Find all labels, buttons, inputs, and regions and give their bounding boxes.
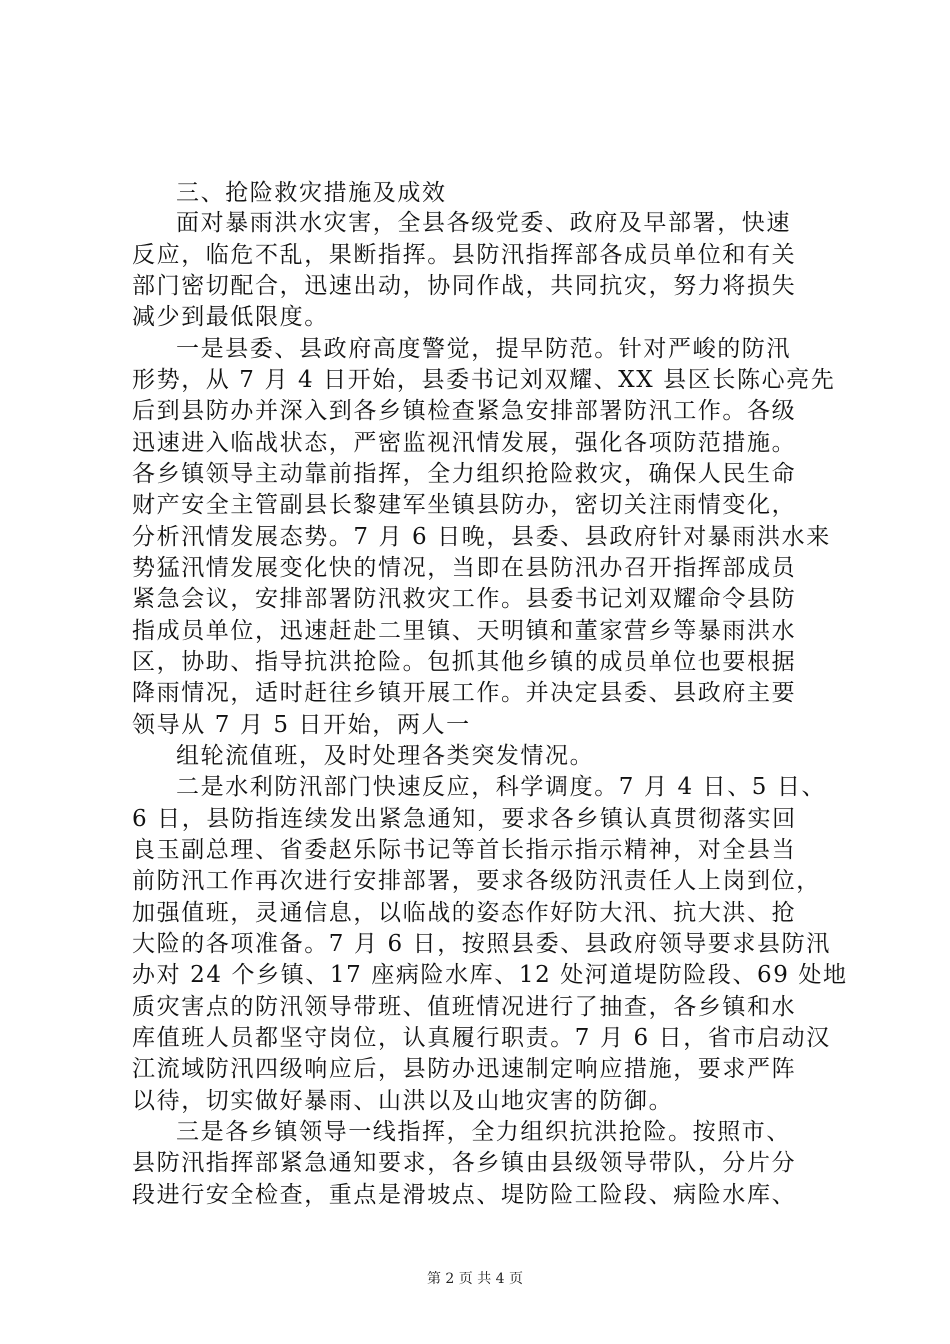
- body-line: 段进行安全检查，重点是滑坡点、堤防险工险段、病险水库、: [132, 1182, 797, 1208]
- body-line: 大险的各项准备。7 月 6 日，按照县委、县政府领导要求县防汛: [132, 931, 831, 957]
- body-line: 势猛汛情发展变化快的情况，当即在县防汛办召开指挥部成员: [132, 555, 797, 581]
- body-line: 县防汛指挥部紧急通知要求，各乡镇由县级领导带队，分片分: [132, 1150, 797, 1176]
- body-line: 一是县委、县政府高度警觉，提早防范。针对严峻的防汛: [176, 336, 791, 362]
- body-line: 迅速进入临战状态，严密监视汛情发展，强化各项防范措施。: [132, 430, 797, 456]
- body-line: 紧急会议，安排部署防汛救灾工作。县委书记刘双耀命令县防: [132, 586, 797, 612]
- body-line: 减少到最低限度。: [132, 304, 329, 330]
- body-line: 三是各乡镇领导一线指挥，全力组织抗洪抢险。按照市、: [176, 1119, 791, 1145]
- body-line: 各乡镇领导主动靠前指挥，全力组织抢险救灾，确保人民生命: [132, 461, 797, 487]
- body-line: 办对 24 个乡镇、17 座病险水库、12 处河道堤防险段、69 处地: [132, 962, 848, 988]
- body-line: 库值班人员都坚守岗位，认真履行职责。7 月 6 日，省市启动汉: [132, 1025, 831, 1051]
- body-line: 前防汛工作再次进行安排部署，要求各级防汛责任人上岗到位，: [132, 868, 821, 894]
- body-line: 部门密切配合，迅速出动，协同作战，共同抗灾，努力将损失: [132, 273, 797, 299]
- body-line: 财产安全主管副县长黎建军坐镇县防办，密切关注雨情变化，: [132, 492, 797, 518]
- body-line: 反应，临危不乱，果断指挥。县防汛指挥部各成员单位和有关: [132, 242, 797, 268]
- body-line: 二是水利防汛部门快速反应，科学调度。7 月 4 日、5 日、: [176, 774, 827, 800]
- body-line: 质灾害点的防汛领导带班、值班情况进行了抽查，各乡镇和水: [132, 994, 797, 1020]
- body-line: 6 日，县防指连续发出紧急通知，要求各乡镇认真贯彻落实回: [132, 806, 797, 832]
- body-line: 良玉副总理、省委赵乐际书记等首长指示指示精神，对全县当: [132, 837, 797, 863]
- body-line: 加强值班，灵通信息，以临战的姿态作好防大汛、抗大洪、抢: [132, 900, 797, 926]
- section-heading: 三、抢险救灾措施及成效: [176, 180, 447, 206]
- body-line: 区，协助、指导抗洪抢险。包抓其他乡镇的成员单位也要根据: [132, 649, 797, 675]
- page-number-footer: 第 2 页 共 4 页: [426, 1271, 524, 1287]
- body-line: 面对暴雨洪水灾害，全县各级党委、政府及早部署，快速: [176, 210, 791, 236]
- body-line: 后到县防办并深入到各乡镇检查紧急安排部署防汛工作。各级: [132, 398, 797, 424]
- body-line: 降雨情况，适时赶往乡镇开展工作。并决定县委、县政府主要: [132, 680, 797, 706]
- body-line: 领导从 7 月 5 日开始，两人一: [132, 712, 471, 738]
- body-line: 以待，切实做好暴雨、山洪以及山地灾害的防御。: [132, 1088, 674, 1114]
- body-line: 分析汛情发展态势。7 月 6 日晚，县委、县政府针对暴雨洪水来: [132, 524, 831, 550]
- body-line: 形势，从 7 月 4 日开始，县委书记刘双耀、XX 县区长陈心亮先: [132, 367, 836, 393]
- body-line: 组轮流值班，及时处理各类突发情况。: [176, 743, 595, 769]
- body-line: 指成员单位，迅速赶赴二里镇、天明镇和董家营乡等暴雨洪水: [132, 618, 797, 644]
- body-line: 江流域防汛四级响应后，县防办迅速制定响应措施，要求严阵: [132, 1056, 797, 1082]
